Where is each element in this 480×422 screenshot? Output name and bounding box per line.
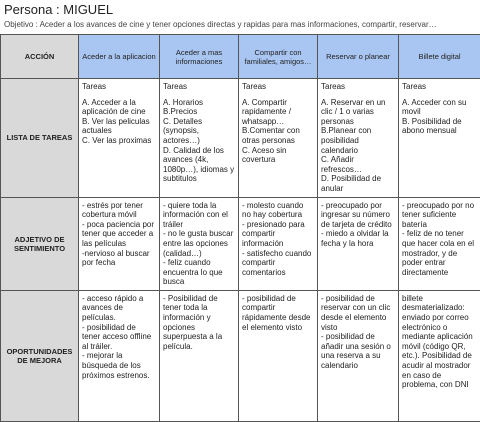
column-header-compartir: Compartir con familiales, amigos… [239,35,318,79]
cell-line: A. Reservar en un clic / 1 o varias personas [321,98,395,127]
cell-line: Tareas [82,82,156,92]
table-cell [318,290,399,421]
cell-line: B. Ver las peliculas actuales [82,117,156,136]
table-cell [160,290,239,421]
cell-line: C. Ver las proximas [82,136,156,146]
cell-line: billete desmaterializado: enviado por correo electrónico o mediante aplicación móvil (código QR, etc.). Posibilidad de acudir al mostrador en caso de problema, con DNI [402,294,477,390]
page-title: Persona : MIGUEL [4,2,113,17]
cell-line: - mejorar la búsqueda de los próximos estrenos. [82,351,156,380]
table-cell [399,290,480,421]
cell-line: - posibilidad de tener acceso offline al tráiler. [82,323,156,352]
row-label: OPORTUNIDADES DE MEJORA [1,290,79,421]
cell-line: - posibilidad de compartir rápidamente desde el elemento visto [242,294,314,332]
cell-line: - no le gusta buscar entre las opciones (calidad…) [163,229,235,258]
column-header-reservar: Reservar o planear [318,35,399,79]
cell-line: Tareas [163,82,235,92]
cell-line: D. Posibilidad de anular [321,174,395,193]
cell-line: A. Acceder a la aplicación de cine [82,98,156,117]
cell-line: - miedo a olvidar la fecha y la hora [321,229,395,248]
corner-header: ACCIÓN [1,35,79,79]
cell-line: B.Precios [163,107,235,117]
cell-line: - posibilidad de reservar con un clic desde el elemento visto [321,294,395,332]
column-header-billete-digital: Billete digital [399,35,480,79]
cell-line: - presionado para compartir información [242,220,314,249]
cell-line: A. Compartir rapidamente / whatsapp… [242,98,314,127]
table-row-lista-tareas [1,79,480,198]
table-cell [79,290,160,421]
cell-line: Tareas [402,82,477,92]
cell-line: Tareas [242,82,314,92]
cell-line: - preocupado por ingresar su número de tarjeta de crédito [321,201,395,230]
cell-line: A. Horarios [163,98,235,108]
cell-line: - poca paciencia por tener que acceder a las películas [82,220,156,249]
table-cell [160,197,239,290]
cell-line: B.Planear con posibilidad calendario [321,126,395,155]
table-row-adjetivo-sentimiento [1,197,480,290]
table-cell [399,197,480,290]
cell-line: - feliz cuando encuentra lo que busca [163,258,235,287]
row-label: LISTA DE TAREAS [1,79,79,198]
table-cell [399,79,480,198]
cell-line: - Posibilidad de tener toda la información y opciones superpuesta a la película. [163,294,235,352]
cell-line: C. Añadir refrescos… [321,155,395,174]
cell-line: - satisfecho cuando compartir comentarios [242,249,314,278]
journey-table [0,34,480,422]
cell-line: -nervioso al buscar por fecha [82,249,156,268]
cell-line: - feliz de no tener que hacer cola en el mostrador, y de poder entrar directamente [402,229,477,277]
table-row-oportunidades-mejora [1,290,480,421]
header-row [1,35,480,79]
page-subtitle: Objetivo : Aceder a los avances de cine y tener opciones directas y rapidas para mas informaciones, compartir, reservar… [4,20,437,29]
table-cell [239,197,318,290]
cell-line: - estrés por tener cobertura móvil [82,201,156,220]
table-cell [79,79,160,198]
cell-line: Tareas [321,82,395,92]
cell-line: C. Aceso sin covertura [242,146,314,165]
cell-line: B. Posibilidad de abono mensual [402,117,477,136]
cell-line: D. Calidad de los avances (4k, 1080p…), idiomas y subtitulos [163,146,235,184]
cell-line: - molesto cuando no hay cobertura [242,201,314,220]
cell-line: - quiere toda la información con el tráiler [163,201,235,230]
cell-line: A. Acceder con su movil [402,98,477,117]
table-cell [318,197,399,290]
cell-line: - posibilidad de añadir una sesión o una reserva a su calendario [321,332,395,370]
table-cell [239,79,318,198]
table-cell [318,79,399,198]
column-header-mas-informaciones: Aceder a mas informaciones [160,35,239,79]
cell-line: - acceso rápido a avances de películas. [82,294,156,323]
cell-line: - preocupado por no tener suficiente batería [402,201,477,230]
cell-line: B.Comentar con otras personas [242,126,314,145]
cell-line: C. Detalles (synopsis, actores…) [163,117,235,146]
row-label: ADJETIVO DE SENTIMIENTO [1,197,79,290]
table-cell [160,79,239,198]
table-cell [79,197,160,290]
table-cell [239,290,318,421]
column-header-aceder-aplicacion: Aceder a la aplicacion [79,35,160,79]
